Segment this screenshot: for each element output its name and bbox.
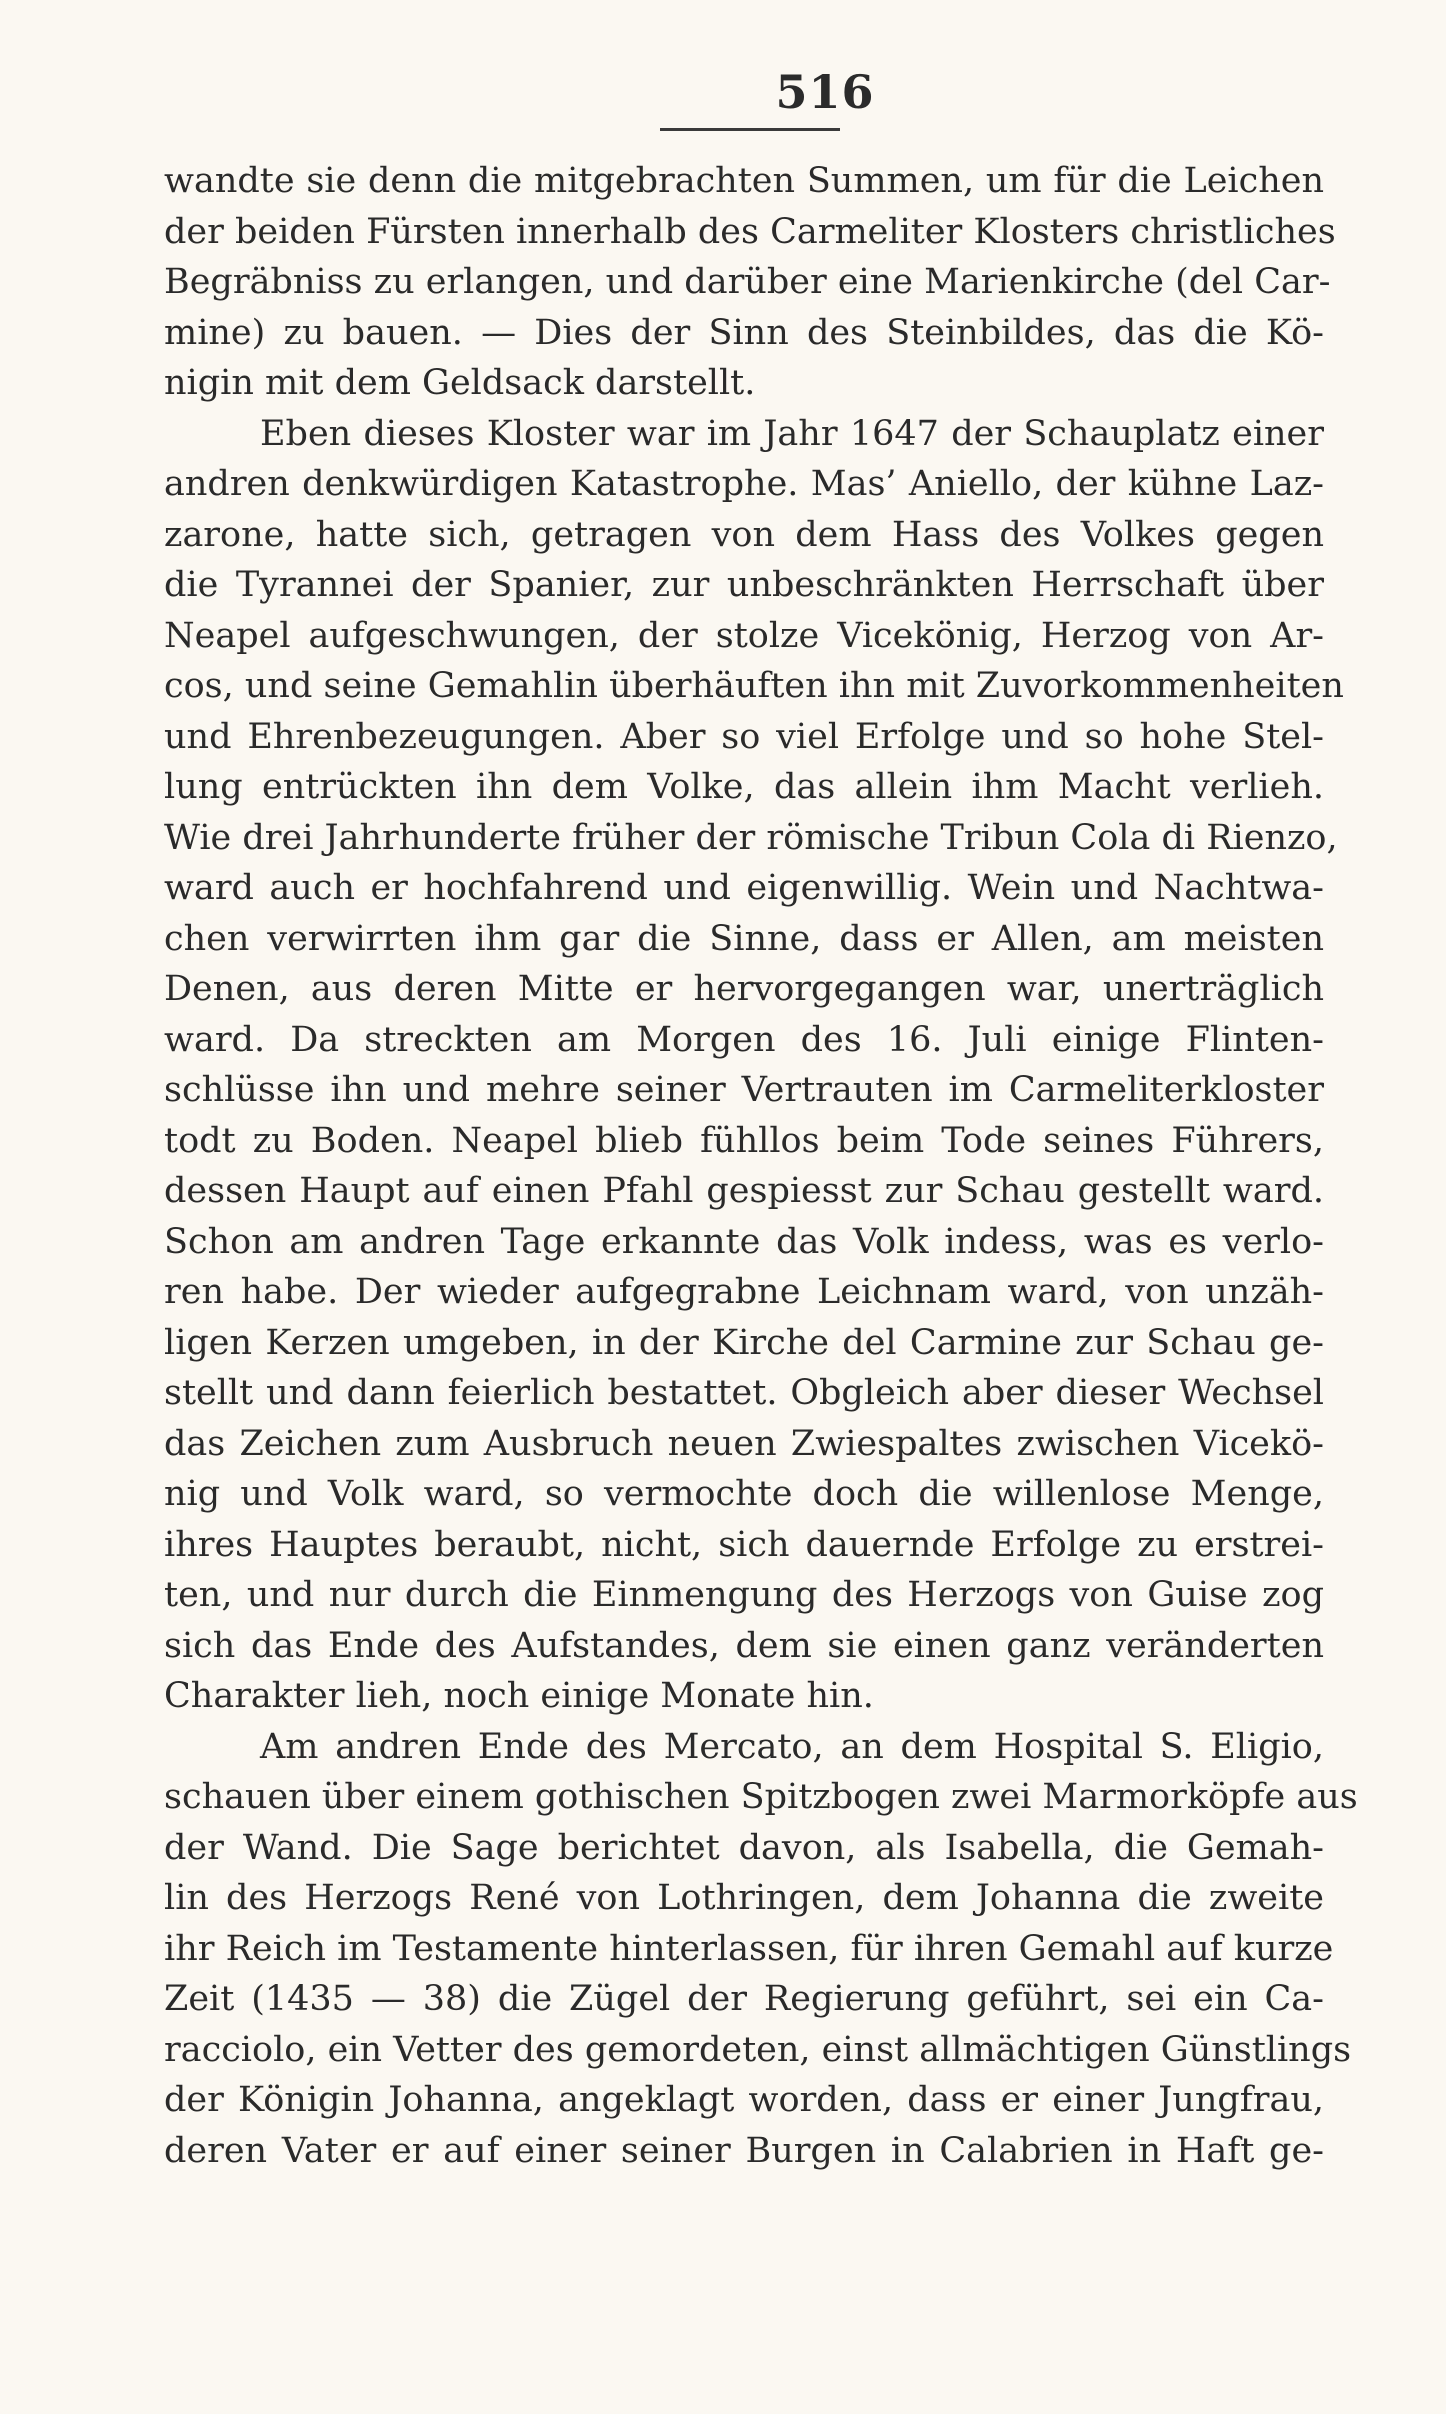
text-line: nig und Volk ward, so vermochte doch die willenlose Menge, xyxy=(164,1474,1324,1514)
text-line: ward auch er hochfahrend und eigenwillig. Wein und Nachtwa- xyxy=(164,868,1324,908)
text-line: ren habe. Der wieder aufgegrabne Leichnam ward, von unzäh- xyxy=(164,1272,1324,1312)
text-line: Neapel aufgeschwungen, der stolze Vicekönig, Herzog von Ar- xyxy=(164,615,1324,656)
text-line: lung entrückten ihn dem Volke, das allein ihm Macht verlieh. xyxy=(164,767,1324,807)
text-line: Schon am andren Tage erkannte das Volk indess, was es verlo- xyxy=(164,1221,1324,1262)
text-line: und Ehrenbezeugungen. Aber so viel Erfolge und so hohe Stel- xyxy=(164,716,1324,757)
text-line: Am andren Ende des Mercato, an dem Hospital S. Eligio, xyxy=(260,1726,1324,1767)
text-line: schauen über einem gothischen Spitzbogen zwei Marmorköpfe aus xyxy=(164,1777,1358,1817)
text-line: ligen Kerzen umgeben, in der Kirche del Carmine zur Schau ge- xyxy=(164,1322,1324,1363)
text-line: ten, und nur durch die Einmengung des Herzogs von Guise zog xyxy=(164,1575,1324,1615)
text-line: zarone, hatte sich, getragen von dem Hass des Volkes gegen xyxy=(164,514,1324,555)
text-line: ihres Hauptes beraubt, nicht, sich dauernde Erfolge zu erstrei- xyxy=(164,1524,1324,1565)
page-number-rule xyxy=(660,128,840,131)
text-line: cos, und seine Gemahlin überhäuften ihn mit Zuvorkommenheiten xyxy=(164,666,1344,706)
text-line: lin des Herzogs René von Lothringen, dem Johanna die zweite xyxy=(164,1878,1324,1918)
text-line: der Wand. Die Sage berichtet davon, als Isabella, die Gemah- xyxy=(164,1827,1324,1868)
text-line: ward. Da streckten am Morgen des 16. Juli einige Flinten- xyxy=(164,1019,1324,1060)
text-line: Denen, aus deren Mitte er hervorgegangen war, unerträglich xyxy=(164,969,1324,1009)
text-line: chen verwirrten ihm gar die Sinne, dass er Allen, am meisten xyxy=(164,918,1324,959)
text-line: todt zu Boden. Neapel blieb fühllos beim Tode seines Führers, xyxy=(164,1120,1324,1161)
text-line: ihr Reich im Testamente hinterlassen, für ihren Gemahl auf kurze xyxy=(164,1928,1334,1969)
text-line: der beiden Fürsten innerhalb des Carmeliter Klosters christliches xyxy=(164,211,1336,252)
text-line: deren Vater er auf einer seiner Burgen in Calabrien in Haft ge- xyxy=(164,2130,1324,2171)
text-line: stellt und dann feierlich bestattet. Obgleich aber dieser Wechsel xyxy=(164,1373,1324,1413)
text-line: Zeit (1435 — 38) die Zügel der Regierung geführt, sei ein Ca- xyxy=(164,1979,1324,2019)
body-text xyxy=(164,156,1358,2176)
text-line: dessen Haupt auf einen Pfahl gespiesst zur Schau gestellt ward. xyxy=(164,1171,1324,1211)
text-line: andren denkwürdigen Katastrophe. Mas’ Aniello, der kühne Laz- xyxy=(164,464,1324,504)
text-line: der Königin Johanna, angeklagt worden, dass er einer Jungfrau, xyxy=(164,2080,1324,2120)
text-line: mine) zu bauen. — Dies der Sinn des Steinbildes, das die Kö- xyxy=(164,312,1324,353)
text-line: wandte sie denn die mitgebrachten Summen, um für die Leichen xyxy=(164,161,1324,201)
text-line: sich das Ende des Aufstandes, dem sie einen ganz veränderten xyxy=(164,1625,1324,1666)
text-line: Wie drei Jahrhunderte früher der römische Tribun Cola di Rienzo, xyxy=(164,817,1338,858)
text-line: nigin mit dem Geldsack darstellt. xyxy=(164,363,756,403)
page-number: 516 xyxy=(775,65,875,119)
text-line: Charakter lieh, noch einige Monate hin. xyxy=(164,1676,874,1716)
text-line: Begräbniss zu erlangen, und darüber eine Marienkirche (del Car- xyxy=(164,262,1331,302)
text-line: Eben dieses Kloster war im Jahr 1647 der Schauplatz einer xyxy=(260,413,1324,454)
text-line: die Tyrannei der Spanier, zur unbeschränkten Herrschaft über xyxy=(164,565,1324,605)
text-line: racciolo, ein Vetter des gemordeten, einst allmächtigen Günstlings xyxy=(164,2029,1352,2070)
text-line: schlüsse ihn und mehre seiner Vertrauten im Carmeliterkloster xyxy=(164,1070,1324,1110)
text-line: das Zeichen zum Ausbruch neuen Zwiespaltes zwischen Vicekö- xyxy=(164,1423,1324,1464)
